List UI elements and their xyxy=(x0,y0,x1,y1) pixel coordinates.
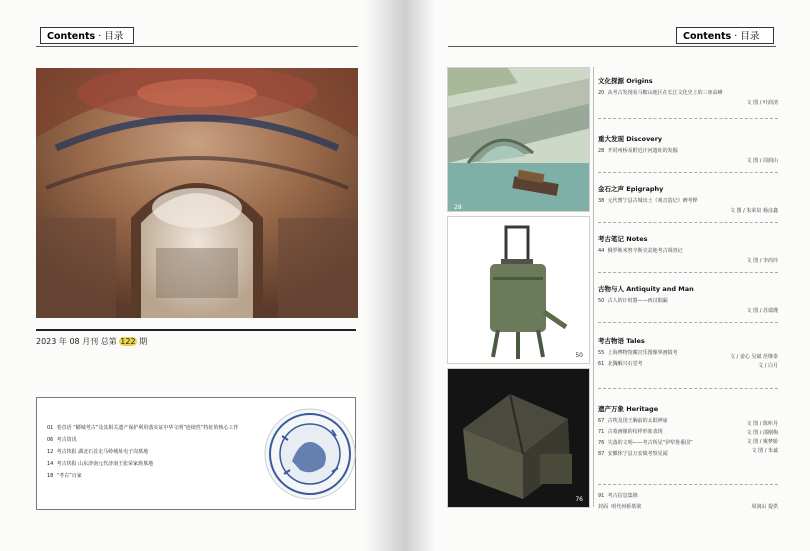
toc-entry-20[interactable]: 20 从考古发现看马鞍山地区在长江文化史上的三座高峰 xyxy=(598,90,723,96)
left-header-rule xyxy=(36,46,358,47)
author-heritage-76: 文 图 / 姚梦娇 xyxy=(746,439,778,445)
issue-number: 122 xyxy=(120,337,136,346)
tomb-dome-photo xyxy=(36,68,358,318)
toc-entry-71[interactable]: 71 古墓画像的纹样形象表现 xyxy=(598,429,663,435)
author-origins: 文 图 / 叶润清 xyxy=(746,100,778,106)
toc-entry-50[interactable]: 50 古人的计时器——西汉铜漏 xyxy=(598,298,668,304)
toc-separator xyxy=(598,484,778,485)
left-contents-box xyxy=(36,397,356,510)
toc-entry-87[interactable]: 87 安徽休宁县万安镇考察见闻 xyxy=(598,451,668,457)
author-tales-61: 文 / 白月 xyxy=(758,363,778,369)
author-heritage-67: 文 图 / 陈咔丹 xyxy=(746,421,778,427)
section-title-antiquity: 古物与人 Antiquity and Man xyxy=(598,285,694,293)
toc-separator xyxy=(598,172,778,173)
header-sep: · xyxy=(98,31,102,42)
toc-footer xyxy=(598,488,778,510)
toc-section-epigraphy xyxy=(598,184,778,214)
right-contents-header xyxy=(676,27,774,44)
author-antiquity: 文 图 / 苏瑞瑾 xyxy=(746,308,778,314)
toc-section-antiquity xyxy=(598,284,778,314)
cover-credit: 周润山 提供 xyxy=(751,504,778,510)
author-heritage-87: 文 图 / 朱诚 xyxy=(751,448,778,454)
toc-separator xyxy=(598,272,778,273)
contents-item-14[interactable]: 14 考古快报 山东济南元代济南王张荣家族墓地 xyxy=(47,461,154,467)
author-epigraphy: 文 图 / 朱荣泉 杨彦鑫 xyxy=(729,208,778,214)
toc-entry-61[interactable]: 61 北魏解兴石堂考 xyxy=(598,361,643,367)
author-discovery: 文 图 / 周润山 xyxy=(746,158,778,164)
toc-entry-28[interactable]: 28 开封州桥及附近汴河遗址的发掘 xyxy=(598,148,678,154)
image-number-76: 76 xyxy=(575,496,583,503)
section-title-heritage: 遗产万象 Heritage xyxy=(598,405,659,413)
mulu-label: 目录 xyxy=(104,31,124,42)
contents-item-12[interactable]: 12 考古快报 湖北石首走马岭城址屯子岗墓地 xyxy=(47,449,149,455)
contents-item-06[interactable]: 06 考古资讯 xyxy=(47,437,77,443)
section-title-epigraphy: 金石之声 Epigraphy xyxy=(598,185,664,193)
right-header-rule xyxy=(448,46,776,47)
right-page-gutter-shadow xyxy=(405,0,435,551)
toc-entry-cover[interactable]: 封面 明代州桥墓梁 周润山 提供 xyxy=(598,504,778,510)
toc-section-tales xyxy=(598,336,778,367)
toc-separator xyxy=(598,322,778,323)
bronze-clepsydra-image xyxy=(447,216,590,364)
section-title-discovery: 重大发现 Discovery xyxy=(598,135,663,143)
toc-section-notes xyxy=(598,234,778,264)
bridge-illustration xyxy=(447,67,590,212)
toc-entry-55[interactable]: 55 上海博物馆藏宫乐图像界画镜考 xyxy=(598,350,678,356)
author-tales-55: 文 / 姜心 吴斌 范继泰 xyxy=(729,354,778,360)
pottery-house-image xyxy=(447,368,590,508)
issue-suffix: 期 xyxy=(139,337,148,346)
heritage-entries xyxy=(598,417,778,457)
header-sep-right: · xyxy=(734,31,738,42)
toc-section-discovery xyxy=(598,134,778,164)
toc-section-origins xyxy=(598,76,778,106)
toc-vertical-rule xyxy=(593,67,594,507)
left-contents-header xyxy=(40,27,134,44)
mulu-label-right: 目录 xyxy=(740,31,760,42)
section-title-origins: 文化探源 Origins xyxy=(598,77,653,85)
toc-separator xyxy=(598,222,778,223)
section-title-notes: 考古笔记 Notes xyxy=(598,235,648,243)
section-title-tales: 考古物语 Tales xyxy=(598,337,645,345)
contents-item-01[interactable]: 01 卷首语 “郾城考古”及其相关遗产保护利用落实证中华文明“连续性”特征的核心工作 xyxy=(47,425,239,431)
toc-entry-67[interactable]: 67 古埃及国王胸前的太阳神庙 xyxy=(598,418,668,424)
contents-label: Contents xyxy=(47,31,96,42)
toc-entry-76[interactable]: 76 失落的文明——考古所见“伊犁鲁番国” xyxy=(598,440,693,446)
author-heritage-71: 文 图 / 邵刚梅 xyxy=(746,430,778,436)
contents-item-18[interactable]: 18 “考古”百家 xyxy=(47,473,82,479)
toc-separator xyxy=(598,118,778,119)
image-number-28: 28 xyxy=(454,204,462,211)
issue-date: 2023 年 08 月刊 总第 xyxy=(36,337,117,346)
image-number-50: 50 xyxy=(575,352,583,359)
left-page-gutter-shadow xyxy=(365,0,405,551)
issue-line xyxy=(36,329,356,347)
toc-section-heritage xyxy=(598,404,778,457)
porcelain-plate-image xyxy=(262,406,358,502)
toc-entry-44[interactable]: 44 俄罗斯米努辛斯克盆地考古调查记 xyxy=(598,248,683,254)
contents-label-right: Contents xyxy=(683,31,732,42)
author-notes: 文 图 / 李尚玲 xyxy=(746,258,778,264)
toc-entry-38[interactable]: 38 元代曹宁县古城出土《观音造记》碑考释 xyxy=(598,198,698,204)
toc-separator xyxy=(598,388,778,389)
toc-entry-91[interactable]: 91 考古信息集锦 xyxy=(598,493,638,499)
